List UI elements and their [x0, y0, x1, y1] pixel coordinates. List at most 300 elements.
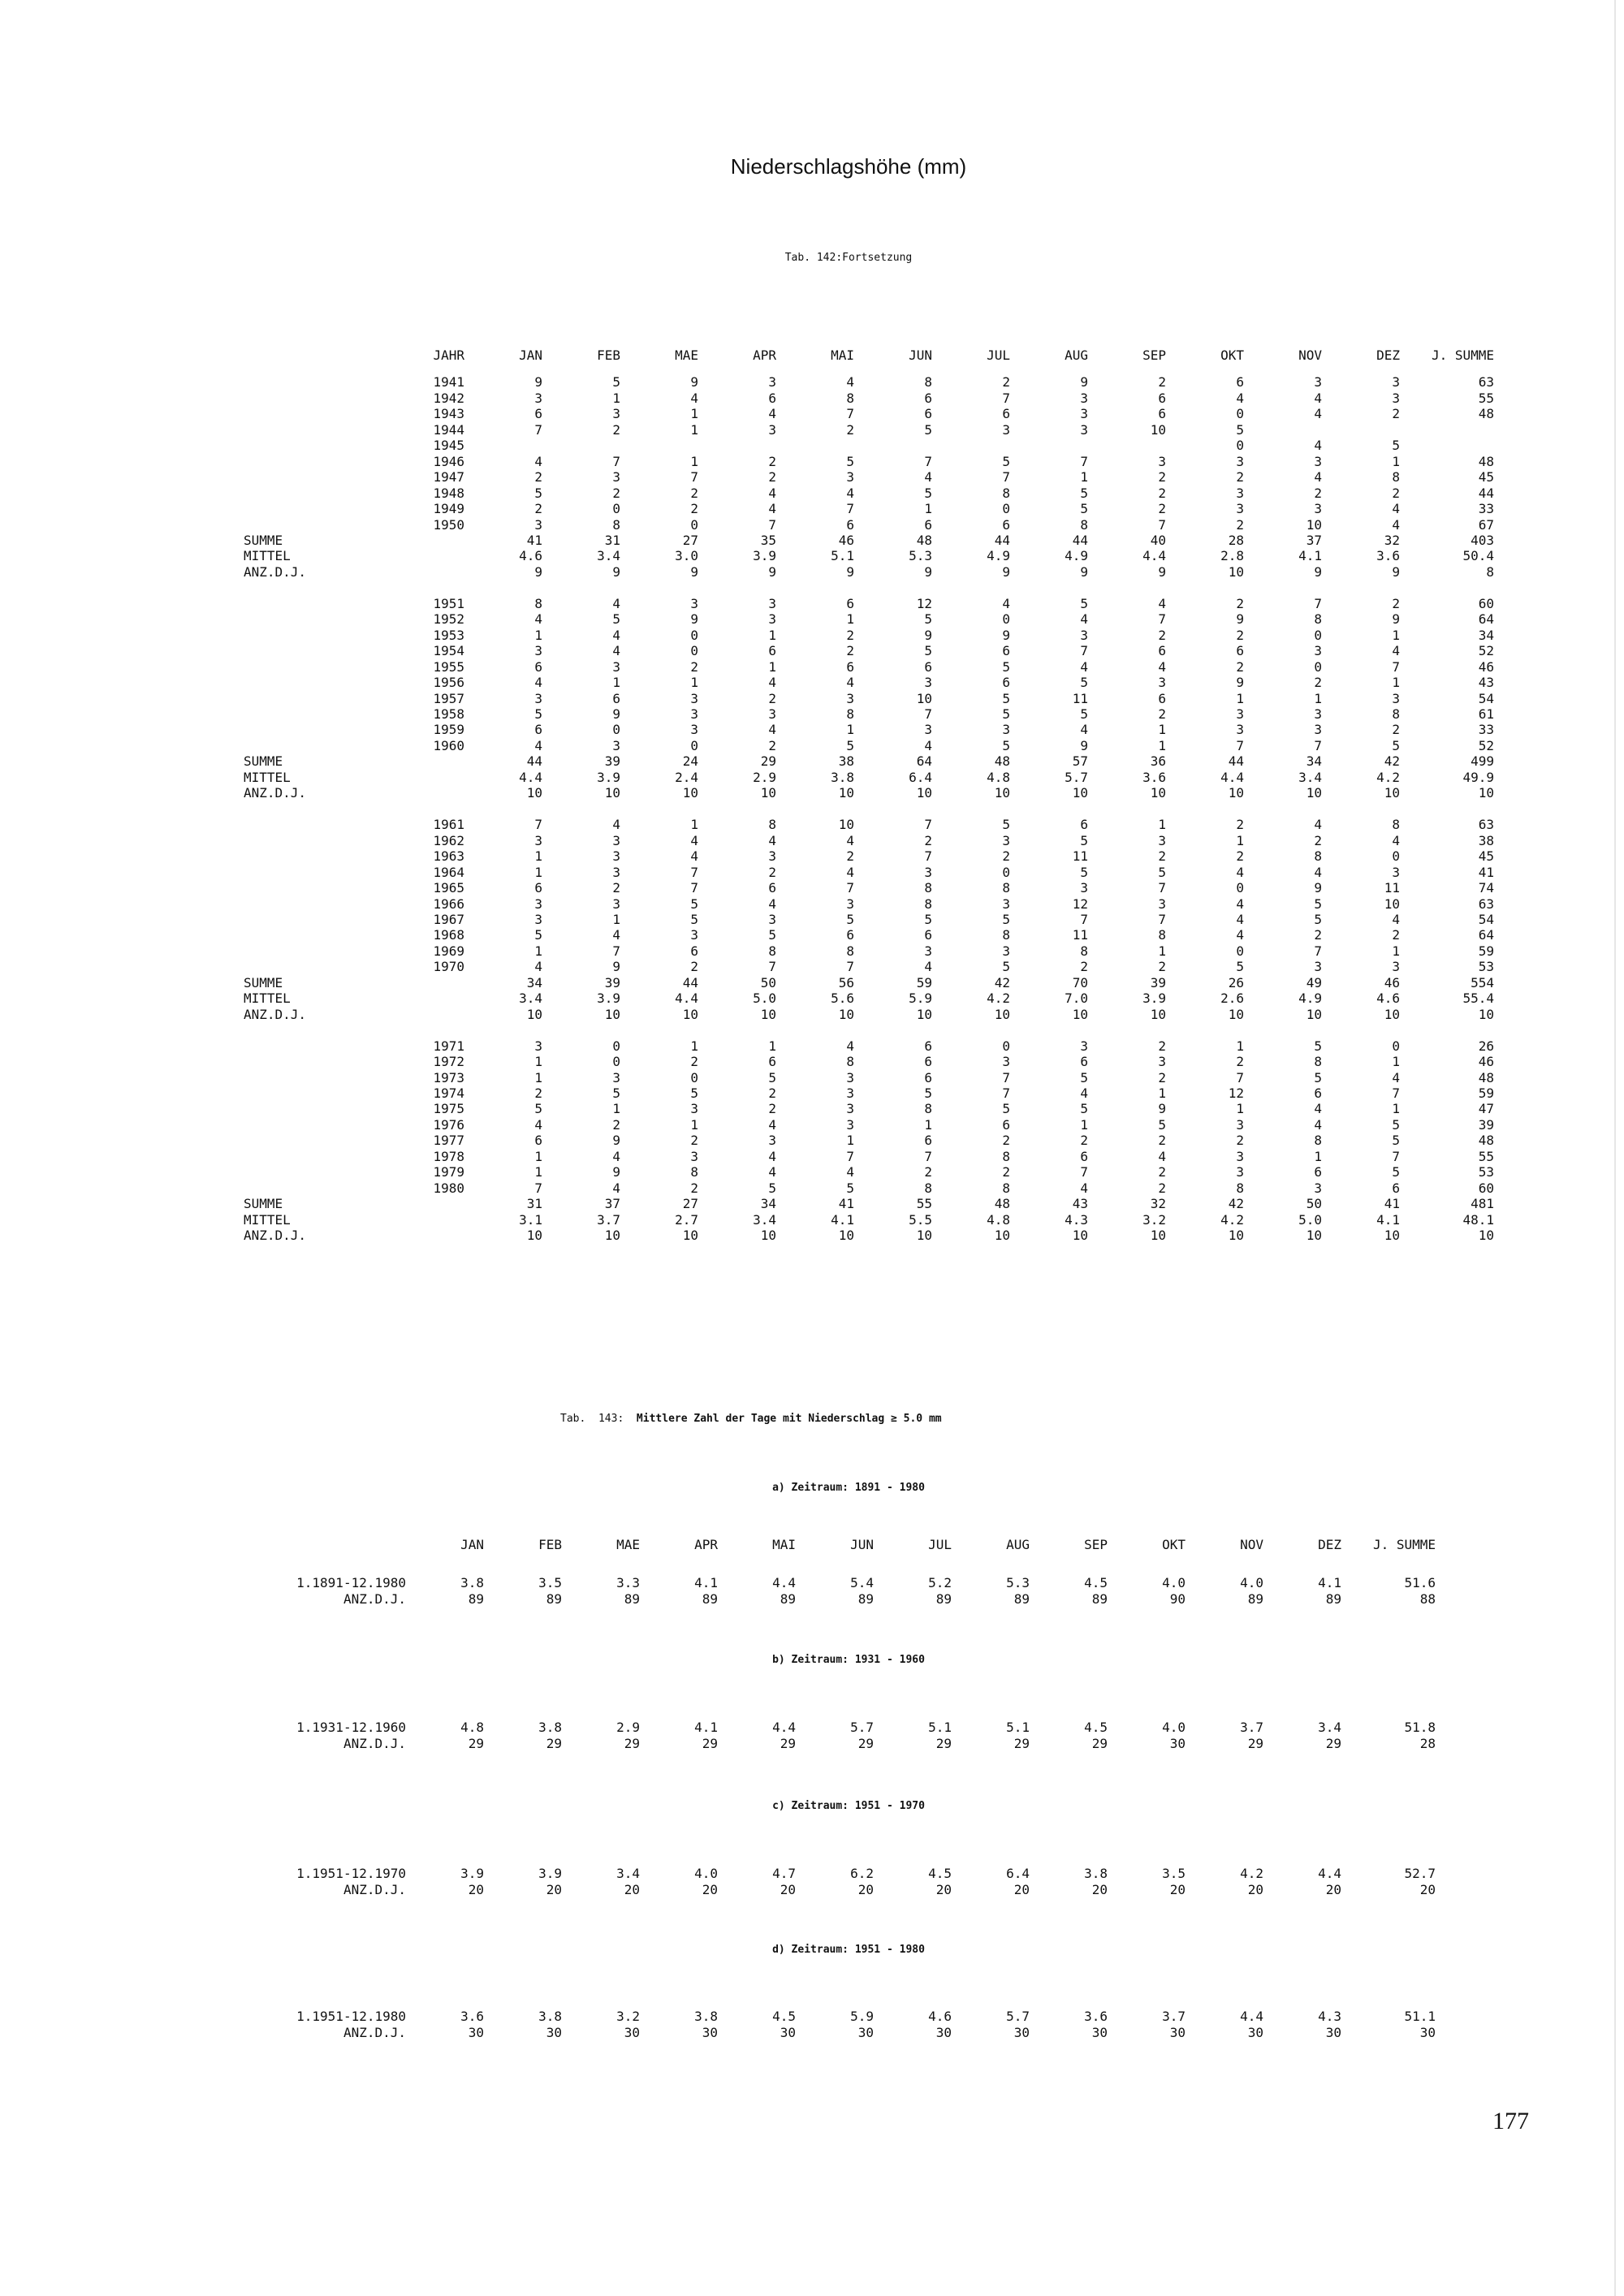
- table-cell: [244, 1054, 374, 1069]
- table-cell: [244, 880, 374, 896]
- table-cell: 0: [690, 643, 698, 659]
- table-cell: 4: [1158, 1148, 1166, 1164]
- table-cell: ANZ.D.J.: [343, 2024, 406, 2040]
- table-cell: 43: [1478, 675, 1494, 691]
- table-cell: 0: [1002, 864, 1010, 880]
- table-cell: 5: [768, 927, 776, 943]
- table-cell: 28: [1228, 532, 1244, 548]
- table-cell: 2: [1236, 469, 1244, 486]
- table-cell: 1977: [433, 1133, 464, 1149]
- column-header: OKT: [1220, 347, 1244, 363]
- table-cell: 10: [1384, 1228, 1400, 1244]
- table-cell: 0: [1002, 501, 1010, 517]
- table-row: [244, 785, 1494, 801]
- table-cell: 7: [1392, 1085, 1400, 1101]
- table-cell: ANZ.D.J.: [244, 1006, 307, 1022]
- table-cell: 0: [612, 1054, 620, 1070]
- table-cell: 1: [612, 1101, 620, 1117]
- table-cell: 5.7: [1065, 769, 1088, 785]
- table-cell: 1: [534, 943, 542, 959]
- table-cell: 10: [1228, 1006, 1244, 1022]
- table-cell: 3: [534, 690, 542, 706]
- table-cell: 59: [1478, 1085, 1494, 1101]
- table-cell: 20: [1013, 1881, 1030, 1897]
- table-cell: 3: [1314, 643, 1322, 659]
- table-cell: 4: [768, 896, 776, 912]
- table-cell: 6: [1080, 817, 1088, 833]
- table-cell: 6: [1158, 643, 1166, 659]
- table-cell: 4: [1392, 911, 1400, 927]
- table-cell: 1: [768, 1038, 776, 1054]
- table-row: [244, 1117, 1494, 1133]
- column-header: DEZ: [1318, 1537, 1341, 1552]
- table-cell: 4: [1236, 390, 1244, 406]
- table-cell: 5.3: [909, 548, 932, 564]
- table-cell: 20: [1247, 1881, 1263, 1897]
- table-cell: [698, 438, 776, 453]
- table-cell: 5: [1236, 959, 1244, 975]
- table-cell: 7: [1314, 595, 1322, 611]
- table-cell: 1973: [433, 1069, 464, 1085]
- table-cell: 6: [534, 880, 542, 896]
- table-cell: 12: [916, 595, 932, 611]
- table-cell: 7: [690, 864, 698, 880]
- table-cell: 5: [690, 896, 698, 912]
- table-cell: 2: [1236, 848, 1244, 865]
- table-cell: 4.0: [694, 1866, 718, 1881]
- table-cell: 60: [1478, 1180, 1494, 1196]
- table-cell: 4: [768, 501, 776, 517]
- table-cell: 3: [1002, 421, 1010, 438]
- table-cell: 2: [846, 848, 854, 865]
- table-cell: 89: [468, 1590, 484, 1607]
- table-cell: 30: [702, 2024, 718, 2040]
- table-cell: 1: [612, 675, 620, 691]
- table-cell: 6: [690, 943, 698, 959]
- table-row: [244, 564, 1494, 580]
- table-cell: 10: [1306, 1228, 1322, 1244]
- table-row: [244, 880, 1494, 896]
- table-cell: 29: [780, 1735, 796, 1751]
- table-cell: 4.4: [772, 1720, 796, 1735]
- table-cell: [244, 1038, 374, 1054]
- table-cell: 44: [526, 753, 542, 770]
- table-cell: 1: [1236, 832, 1244, 848]
- table-cell: 6: [1002, 1116, 1010, 1133]
- table-cell: 4: [612, 627, 620, 643]
- table-cell: 1: [690, 1116, 698, 1133]
- table-cell: 6: [1002, 406, 1010, 422]
- table-cell: 38: [1478, 832, 1494, 848]
- table-cell: [1400, 438, 1494, 453]
- table-row: [244, 486, 1494, 501]
- table-row: [244, 406, 1494, 421]
- table-cell: 4: [690, 848, 698, 865]
- table-cell: 5: [1080, 1069, 1088, 1085]
- table-cell: 5: [1002, 690, 1010, 706]
- table-cell: 20: [857, 1881, 874, 1897]
- table-cell: 4.1: [1298, 548, 1322, 564]
- table-cell: 3: [534, 1038, 542, 1054]
- table-cell: 4.8: [460, 1720, 484, 1735]
- table-cell: 5: [924, 611, 932, 628]
- table-cell: 3: [690, 1148, 698, 1164]
- table-cell: 34: [760, 1196, 776, 1212]
- table-cell: 1952: [433, 611, 464, 628]
- column-header: JUN: [909, 347, 932, 363]
- table-cell: 8: [1392, 469, 1400, 486]
- table-cell: 3: [846, 1101, 854, 1117]
- table-cell: 3: [1080, 1038, 1088, 1054]
- table-block: [244, 374, 1494, 580]
- table-cell: 2: [1314, 675, 1322, 691]
- table-cell: 3: [1236, 501, 1244, 517]
- table-cell: 4: [1314, 438, 1322, 454]
- table-cell: 9: [1314, 563, 1322, 580]
- table-cell: SUMME: [244, 753, 283, 770]
- table-cell: 4.5: [928, 1866, 952, 1881]
- table-cell: 4.4: [519, 769, 542, 785]
- table-cell: 5.3: [1006, 1575, 1030, 1590]
- table-cell: 3: [1392, 864, 1400, 880]
- table-cell: [1322, 422, 1400, 438]
- column-header: MAI: [831, 347, 854, 363]
- column-header: J. SUMME: [1372, 1537, 1436, 1552]
- table-cell: 9: [846, 563, 854, 580]
- table-cell: 5: [1314, 896, 1322, 912]
- table-cell: 4.2: [987, 990, 1010, 1007]
- table-cell: 4.4: [772, 1575, 796, 1590]
- table-cell: 8: [1002, 1180, 1010, 1196]
- table-cell: 41: [838, 1196, 854, 1212]
- table-cell: 1: [690, 817, 698, 833]
- table-row: [244, 1085, 1494, 1101]
- table-cell: 1979: [433, 1164, 464, 1180]
- table-cell: 89: [702, 1590, 718, 1607]
- table-cell: 29: [857, 1735, 874, 1751]
- table-cell: 10: [1306, 516, 1322, 533]
- table-cell: 1: [1314, 1148, 1322, 1164]
- table-cell: [244, 628, 374, 643]
- table-cell: 3.8: [538, 1720, 562, 1735]
- table-cell: 5: [1392, 438, 1400, 454]
- table-cell: 4: [1158, 658, 1166, 675]
- table-cell: 30: [857, 2024, 874, 2040]
- table-cell: 8: [924, 374, 932, 391]
- table-row: [244, 753, 1494, 769]
- table-cell: 7: [1002, 469, 1010, 486]
- table-cell: 3.6: [1142, 769, 1166, 785]
- table-cell: 5: [1080, 832, 1088, 848]
- table-cell: 3: [768, 611, 776, 628]
- table-cell: [374, 770, 464, 785]
- table-cell: 53: [1478, 959, 1494, 975]
- table-cell: 3: [534, 643, 542, 659]
- table-143-caption: [560, 1413, 942, 1425]
- table-cell: 3.9: [538, 1866, 562, 1881]
- table-cell: 20: [780, 1881, 796, 1897]
- table-cell: [244, 1133, 374, 1148]
- table-cell: 2: [1158, 1180, 1166, 1196]
- table-row: [244, 848, 1494, 864]
- table-cell: 4.4: [1240, 2009, 1263, 2024]
- table-cell: 4.8: [987, 769, 1010, 785]
- table-row: [244, 1196, 1494, 1211]
- column-header: APR: [694, 1537, 718, 1552]
- table-cell: 5: [612, 611, 620, 628]
- table-cell: 4: [846, 1038, 854, 1054]
- table-cell: 1974: [433, 1085, 464, 1101]
- table-cell: 42: [1228, 1196, 1244, 1212]
- table-cell: 5: [1080, 595, 1088, 611]
- table-cell: 2: [1392, 722, 1400, 738]
- table-cell: 52: [1478, 737, 1494, 753]
- table-cell: 7: [924, 848, 932, 865]
- column-header: MAE: [675, 347, 698, 363]
- table-cell: 10: [1150, 1228, 1166, 1244]
- table-cell: 0: [1236, 880, 1244, 896]
- table-cell: 2: [612, 485, 620, 501]
- table-cell: 6: [1314, 1164, 1322, 1180]
- table-cell: 3.8: [831, 769, 854, 785]
- table-cell: 1.1931-12.1960: [296, 1720, 406, 1735]
- table-cell: 8: [1002, 485, 1010, 501]
- table-cell: 6.2: [850, 1866, 874, 1881]
- table-cell: 4: [1392, 516, 1400, 533]
- table-row: [244, 691, 1494, 706]
- table-cell: 44: [682, 974, 698, 990]
- table-cell: 2: [534, 501, 542, 517]
- table-cell: 3.9: [597, 990, 620, 1007]
- table-cell: 7: [924, 706, 932, 723]
- table-cell: 2: [768, 690, 776, 706]
- table-cell: 1: [690, 421, 698, 438]
- table-cell: 7: [1392, 658, 1400, 675]
- table-cell: 29: [1091, 1735, 1108, 1751]
- table-cell: 5: [612, 1085, 620, 1101]
- table-cell: 48: [1478, 406, 1494, 422]
- table-cell: 44: [1478, 485, 1494, 501]
- table-cell: 44: [994, 532, 1010, 548]
- table-cell: 1969: [433, 943, 464, 959]
- table-cell: 10: [1384, 896, 1400, 912]
- table-cell: 10: [1478, 1006, 1494, 1022]
- table-cell: ANZ.D.J.: [343, 1881, 406, 1897]
- page-title: Niederschlagshöhe (mm): [730, 154, 967, 179]
- table-cell: 7: [534, 421, 542, 438]
- table-cell: 0: [612, 722, 620, 738]
- table-cell: 3: [846, 469, 854, 486]
- table-cell: 1: [1392, 453, 1400, 469]
- table-cell: 6: [1392, 1180, 1400, 1196]
- table-cell: 8: [1392, 706, 1400, 723]
- table-cell: 5: [1392, 737, 1400, 753]
- table-cell: 51.1: [1404, 2009, 1436, 2024]
- table-cell: 1: [768, 627, 776, 643]
- table-cell: 39: [1478, 1116, 1494, 1133]
- table-cell: 10: [1306, 1006, 1322, 1022]
- table-cell: 7: [534, 1180, 542, 1196]
- table-cell: 5.1: [928, 1720, 952, 1735]
- table-cell: [244, 943, 374, 959]
- table-cell: 3: [1392, 690, 1400, 706]
- table-cell: 0: [690, 627, 698, 643]
- table-cell: 9: [534, 374, 542, 391]
- table-cell: 3.9: [460, 1866, 484, 1881]
- table-cell: 1956: [433, 675, 464, 691]
- table-cell: 2: [690, 501, 698, 517]
- table-cell: 3: [1002, 722, 1010, 738]
- table-cell: [1088, 438, 1166, 453]
- table-cell: 3: [924, 864, 932, 880]
- table-cell: 554: [1471, 974, 1494, 990]
- table-cell: 403: [1471, 532, 1494, 548]
- table-cell: 10: [838, 817, 854, 833]
- table-cell: 1949: [433, 501, 464, 517]
- table-cell: 70: [1072, 974, 1088, 990]
- table-cell: 3: [846, 896, 854, 912]
- table-cell: 44: [1228, 753, 1244, 770]
- table-cell: 39: [604, 753, 620, 770]
- table-cell: 6: [1080, 1148, 1088, 1164]
- table-cell: 5.1: [831, 548, 854, 564]
- table-cell: 4.9: [987, 548, 1010, 564]
- table-cell: ANZ.D.J.: [244, 1228, 307, 1244]
- table-cell: 4: [924, 737, 932, 753]
- table-row: [244, 1228, 1494, 1243]
- table-cell: 11: [1072, 927, 1088, 943]
- table-cell: 4: [846, 864, 854, 880]
- table-cell: 4: [768, 1164, 776, 1180]
- table-cell: 2: [1236, 1054, 1244, 1070]
- table-cell: [1244, 422, 1322, 438]
- table-cell: 6: [768, 1054, 776, 1070]
- table-cell: 3: [612, 896, 620, 912]
- table-cell: 3: [1314, 722, 1322, 738]
- table-cell: 5: [1002, 706, 1010, 723]
- table-cell: 48: [1478, 1069, 1494, 1085]
- table-cell: 32: [1150, 1196, 1166, 1212]
- table-cell: 42: [1384, 753, 1400, 770]
- table-cell: 7: [846, 501, 854, 517]
- table-cell: 3: [690, 927, 698, 943]
- table-cell: 56: [838, 974, 854, 990]
- table-row: [244, 1736, 1436, 1752]
- table-cell: 2: [690, 959, 698, 975]
- table-cell: 2: [1314, 485, 1322, 501]
- table-cell: [244, 722, 374, 737]
- table-cell: 5: [612, 374, 620, 391]
- table-cell: 0: [690, 516, 698, 533]
- table-cell: 4.1: [831, 1211, 854, 1228]
- table-cell: 6: [924, 927, 932, 943]
- table-row: [244, 422, 1494, 438]
- table-cell: 4: [1236, 864, 1244, 880]
- table-cell: 4.0: [1162, 1575, 1186, 1590]
- table-cell: 54: [1478, 911, 1494, 927]
- table-cell: 4: [534, 959, 542, 975]
- table-cell: 20: [1091, 1881, 1108, 1897]
- table-cell: 8: [846, 943, 854, 959]
- table-cell: 4: [612, 643, 620, 659]
- table-cell: 6: [1236, 374, 1244, 391]
- table-row: [244, 1149, 1494, 1164]
- column-header: MAI: [772, 1537, 796, 1552]
- table-cell: 64: [916, 753, 932, 770]
- table-cell: [464, 438, 542, 453]
- table-cell: [244, 738, 374, 753]
- table-cell: MITTEL: [244, 990, 291, 1007]
- table-row: [244, 469, 1494, 485]
- table-cell: 3: [768, 1133, 776, 1149]
- column-header: SEP: [1084, 1537, 1108, 1552]
- table-cell: 2: [1158, 627, 1166, 643]
- table-cell: 3: [1392, 390, 1400, 406]
- table-row: [244, 990, 1494, 1006]
- table-cell: 3: [1392, 374, 1400, 391]
- table-cell: 5: [924, 1085, 932, 1101]
- table-cell: 41: [1478, 864, 1494, 880]
- table-cell: 6: [924, 406, 932, 422]
- table-cell: 29: [760, 753, 776, 770]
- table-cell: 3: [1392, 959, 1400, 975]
- table-cell: [244, 501, 374, 516]
- table-cell: [542, 438, 620, 453]
- table-cell: 1: [534, 1069, 542, 1085]
- table-cell: 4: [1314, 864, 1322, 880]
- table-cell: 5: [1392, 1116, 1400, 1133]
- table-cell: 10: [1072, 1228, 1088, 1244]
- table-cell: 29: [702, 1735, 718, 1751]
- table-cell: 3.5: [538, 1575, 562, 1590]
- table-cell: 40: [1150, 532, 1166, 548]
- table-cell: 9: [1158, 1101, 1166, 1117]
- table-cell: 30: [780, 2024, 796, 2040]
- table-row: [244, 1101, 1494, 1116]
- table-cell: 2: [1392, 406, 1400, 422]
- table-cell: 3: [1236, 722, 1244, 738]
- column-header: JUL: [928, 1537, 952, 1552]
- table-cell: 34: [526, 974, 542, 990]
- table-cell: 2: [1236, 817, 1244, 833]
- table-cell: 4: [768, 675, 776, 691]
- table-cell: 1955: [433, 658, 464, 675]
- table-cell: 1: [534, 1148, 542, 1164]
- table-cell: 35: [760, 532, 776, 548]
- table-row: [244, 2009, 1436, 2025]
- table-cell: 57: [1072, 753, 1088, 770]
- table-cell: 6: [534, 658, 542, 675]
- table-cell: 1976: [433, 1116, 464, 1133]
- table-cell: 5.6: [831, 990, 854, 1007]
- table-cell: [374, 753, 464, 769]
- table-cell: 89: [1325, 1590, 1341, 1607]
- table-cell: 8: [846, 1054, 854, 1070]
- table-cell: 6: [1314, 1085, 1322, 1101]
- table-cell: 10: [1228, 1228, 1244, 1244]
- table-cell: 55.4: [1462, 990, 1494, 1007]
- table-cell: 1941: [433, 374, 464, 391]
- table-cell: 3.6: [460, 2009, 484, 2024]
- table-cell: MITTEL: [244, 1211, 291, 1228]
- table-cell: 9: [612, 1133, 620, 1149]
- table-cell: 59: [916, 974, 932, 990]
- table-cell: 54: [1478, 690, 1494, 706]
- table-cell: 50: [1306, 1196, 1322, 1212]
- table-cell: 89: [624, 1590, 640, 1607]
- table-cell: 5.0: [1298, 1211, 1322, 1228]
- table-cell: 3: [690, 722, 698, 738]
